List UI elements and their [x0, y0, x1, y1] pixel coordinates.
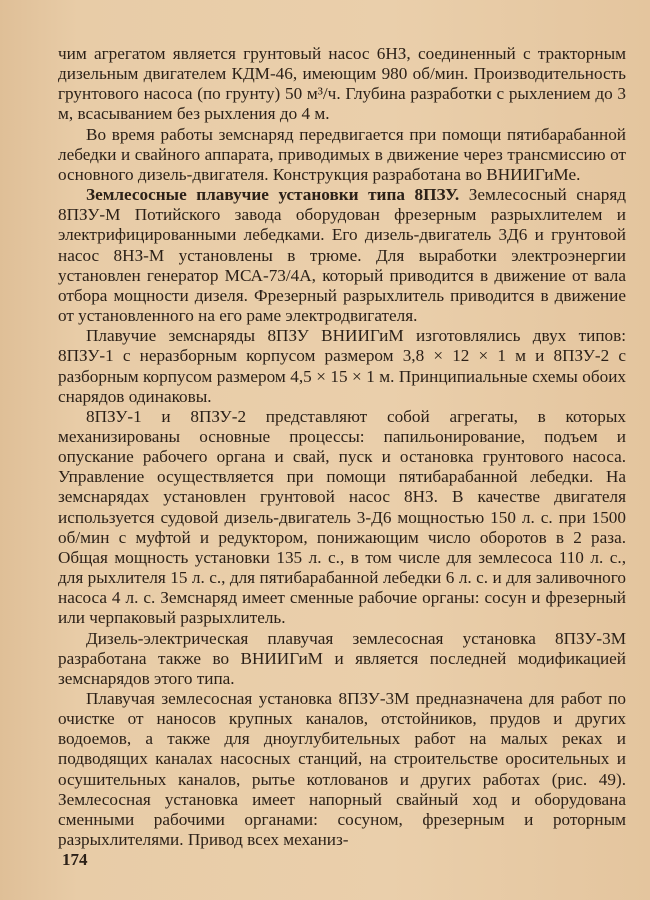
paragraph: Плавучие земснаряды 8ПЗУ ВНИИГиМ изготовлялись двух типов: 8ПЗУ-1 с неразборным корпусом размером 3,8 × 12 × 1 м и 8ПЗУ-2 с разборным корпусом размером 4,5 × 15 × 1 м. Принципиальные схемы обоих снарядов одинаковы.	[58, 326, 626, 406]
paragraph-text: Землесосный снаряд 8ПЗУ-М Потийского завода оборудован фрезерным разрыхлителем и электрифицированными лебедками. Его дизель-двигатель 3Д6 и грунтовой насос 8НЗ-М установлены в трюме. Для выработки электроэнергии установлен генератор МСА-73/4А, который приводится в движение от вала отбора мощности дизеля. Фрезерный разрыхлитель приводится в движение от установленного на его раме электродвигателя.	[58, 185, 626, 326]
paragraph: Во время работы земснаряд передвигается при помощи пятибарабанной лебедки и свайного аппарата, приводимых в движение через трансмиссию от основного дизель-двигателя. Конструкция разработана во ВНИИГиМе.	[58, 124, 626, 184]
paragraph: Дизель-электрическая плавучая землесосная установка 8ПЗУ-3М разработана также во ВНИИГиМ и является последней модификацией земснарядов этого типа.	[58, 628, 626, 688]
paragraph	[58, 185, 626, 326]
section-heading: Землесосные плавучие установки типа 8ПЗУ.	[86, 185, 460, 205]
paragraph: 8ПЗУ-1 и 8ПЗУ-2 представляют собой агрегаты, в которых механизированы основные процессы: папильонирование, подъем и опускание рабочего органа и свай, пуск и остановка грунтового насоса. Управление осуществляется при помощи пятибарабанной лебедки. На земснарядах установлен грунтовой насос 8НЗ. В качестве двигателя используется судовой дизель-двигатель 3-Д6 мощностью 150 л. с. при 1500 об/мин с муфтой и редуктором, понижающим число оборотов в 2 раза. Общая мощность установки 135 л. с., в том числе для землесоса 110 л. с., для рыхлителя 15 л. с., для пятибарабанной лебедки 6 л. с. и для заливочного насоса 4 л. с. Земснаряд имеет сменные рабочие органы: сосун и фрезерный или черпаковый разрыхлитель.	[58, 406, 626, 628]
body-text	[58, 44, 626, 850]
page-number: 174	[62, 850, 88, 869]
paragraph: Плавучая землесосная установка 8ПЗУ-3М предназначена для работ по очистке от наносов крупных каналов, отстойников, прудов и других водоемов, а также для дноуглубительных работ на малых реках и подводящих каналах насосных станций, на строительстве оросительных и осушительных каналов, рытье котлованов и других работах (рис. 49). Землесосная установка имеет напорный свайный ход и оборудована сменными рабочими органами: сосуном, фрезерным и роторным разрыхлителями. Привод всех механиз-	[58, 689, 626, 850]
paragraph: чим агрегатом является грунтовый насос 6НЗ, соединенный с тракторным дизельным двигателем КДМ-46, имеющим 980 об/мин. Производительность грунтового насоса (по грунту) 50 м³/ч. Глубина разработки с рыхлением до 3 м, всасыванием без рыхления до 4 м.	[58, 44, 626, 124]
